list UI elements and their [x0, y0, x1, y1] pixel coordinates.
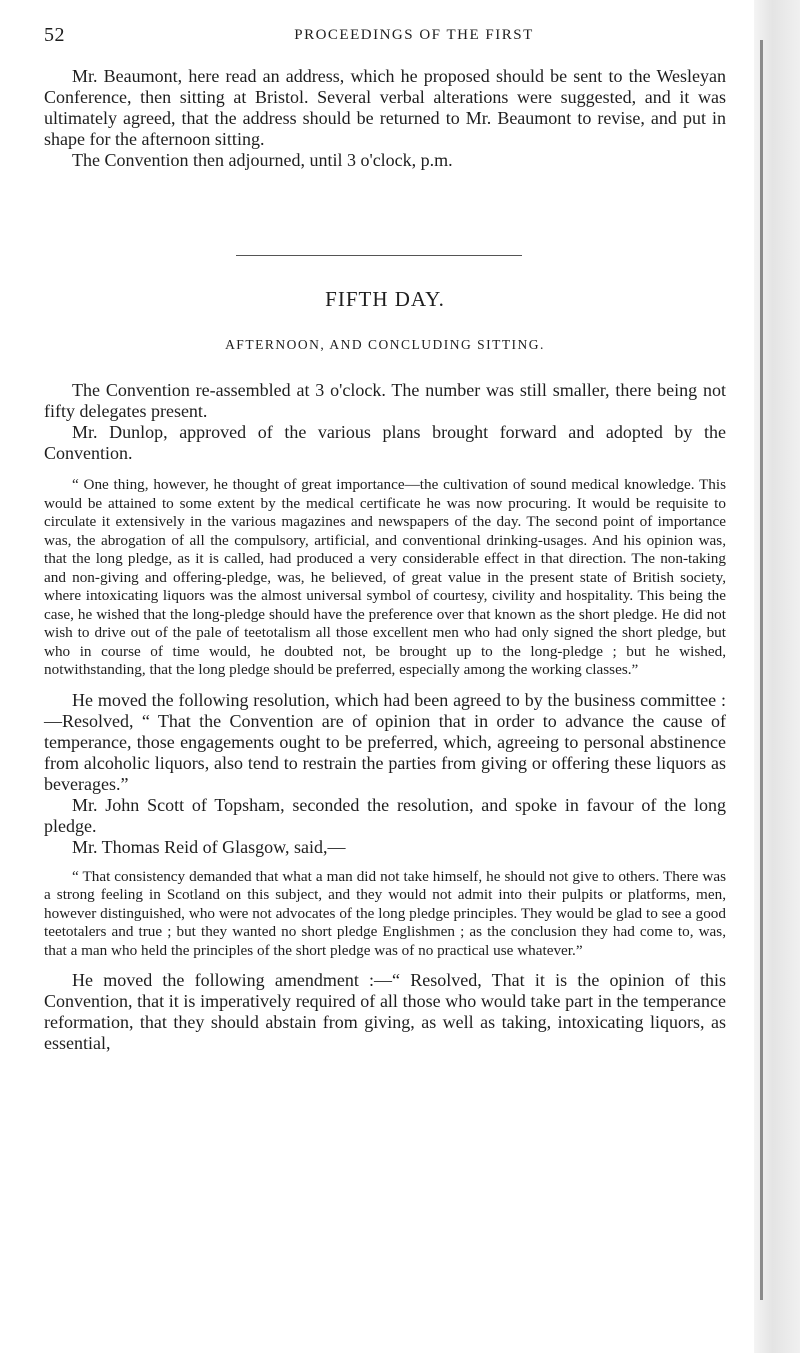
paragraph: The Convention re-assembled at 3 o'clock. The number was still smaller, there being not fifty delegates present.: [44, 380, 726, 421]
quoted-speech: “ One thing, however, he thought of great importance—the cultivation of sound medical knowledge. This would be attained to some extent by the medical certificate he was now procuring. It would be requisite to circulate it extensively in the various magazines and newspapers of the day. The second point of importance was, the abrogation of all the compulsory, artificial, and conventional drinking-usages. And his opinion was, that the long pledge, as it is called, had produced a very considerable effect in that direction. The non-taking and non-giving and offering-pledge, was, he believed, of great value in the present state of British society, where intoxicating liquors was the almost universal symbol of courtesy, civility and hospitality. This being the case, he wished that the long-pledge should have the preference over that known as the short pledge. He did not wish to drive out of the pale of teetotalism all those excellent men who had only signed the short pledge, but who in course of time would, he doubted not, be brought up to the long-pledge ; but he wished, notwithstanding, that the long pledge should be preferred, especially among the working classes.”: [44, 476, 726, 678]
page-number: 52: [44, 24, 65, 46]
paragraph: Mr. John Scott of Topsham, seconded the resolution, and spoke in favour of the long pledge.: [44, 794, 726, 836]
section-divider: [236, 255, 522, 256]
page-edge-shadow: [760, 40, 763, 1300]
page-edge-bleedthrough: [754, 0, 800, 1353]
section-subtitle: AFTERNOON, AND CONCLUDING SITTING.: [225, 337, 545, 352]
paragraph: Mr. Beaumont, here read an address, which he proposed should be sent to the Wesleyan Conference, then sitting at Bristol. Several verbal alterations were suggested, and it was ultimately agreed, that the address should be returned to Mr. Beaumont to revise, and put in shape for the afternoon sitting.: [44, 66, 726, 149]
paragraph: He moved the following amendment :—“ Resolved, That it is the opinion of this Convention, that it is imperatively required of all those who would take part in the temperance reformation, that they should abstain from giving, as well as taking, intoxicating liquors, as essential,: [44, 970, 726, 1053]
paragraph: Mr. Thomas Reid of Glasgow, said,—: [72, 836, 346, 857]
section-body: [44, 380, 726, 1054]
section-title: FIFTH DAY.: [325, 287, 445, 311]
page-header: [44, 24, 740, 52]
paragraph: Mr. Dunlop, approved of the various plans brought forward and adopted by the Convention.: [44, 422, 726, 463]
quoted-speech: “ That consistency demanded that what a man did not take himself, he should not give to others. There was a strong feeling in Scotland on this subject, and they would not admit into their pulpits or platforms, men, however distinguished, who were not advocates of the long pledge principles. They would be glad to see a good teetotalers and true ; but they wanted no short pledge Englishmen ; as the conclusion they had come to, was, that a man who held the principles of the short pledge was of no practical use whatever.”: [44, 867, 726, 959]
opening-text: [44, 66, 726, 171]
paragraph: The Convention then adjourned, until 3 o'clock, p.m.: [72, 150, 453, 170]
paragraph: He moved the following resolution, which had been agreed to by the business committee :—Resolved, “ That the Convention are of opinion that in order to advance the cause of temperance, those engagements ought to be preferred, which, agreeing to personal abstinence from alcoholic liquors, also tend to restrain the parties from giving or offering these liquors as beverages.”: [44, 689, 726, 794]
running-head: PROCEEDINGS OF THE FIRST: [294, 27, 534, 43]
